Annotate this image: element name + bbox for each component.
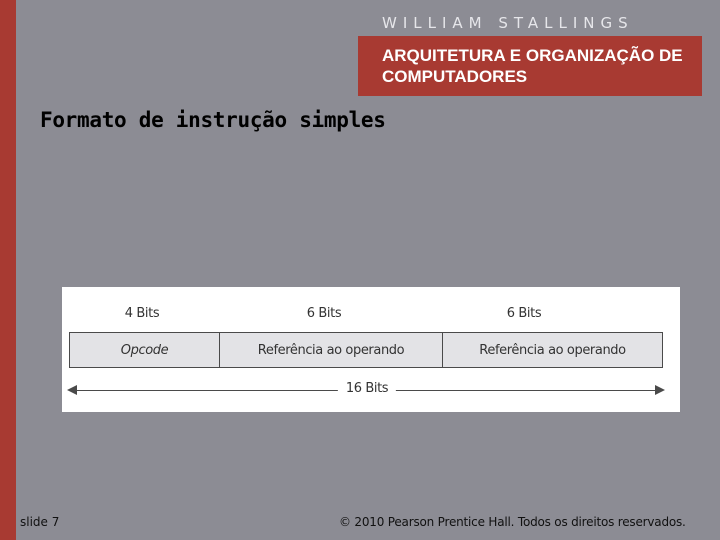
field-operand-reference-1: Referência ao operando [219,333,442,367]
bit-label-operand-2: 6 Bits [506,306,542,321]
author-name: WILLIAM STALLINGS [382,14,634,32]
copyright-notice: © 2010 Pearson Prentice Hall. Todos os direitos reservados. [339,515,686,529]
bit-label-operand-1: 6 Bits [306,306,342,321]
field-operand-reference-2: Referência ao operando [442,333,662,367]
total-bits-label: 16 Bits [338,381,396,396]
arrow-right-icon [655,385,665,395]
instruction-fields [69,332,663,368]
slide-number: slide 7 [20,515,60,529]
slide-title: Formato de instrução simples [40,108,386,132]
book-title: ARQUITETURA E ORGANIZAÇÃO DE COMPUTADORES [382,46,683,86]
book-title-banner [358,36,702,96]
left-accent-bar [0,0,16,540]
arrow-left-icon [67,385,77,395]
field-opcode: Opcode [120,342,169,358]
bit-label-opcode: 4 Bits [124,306,160,321]
instruction-format-figure [62,287,680,412]
